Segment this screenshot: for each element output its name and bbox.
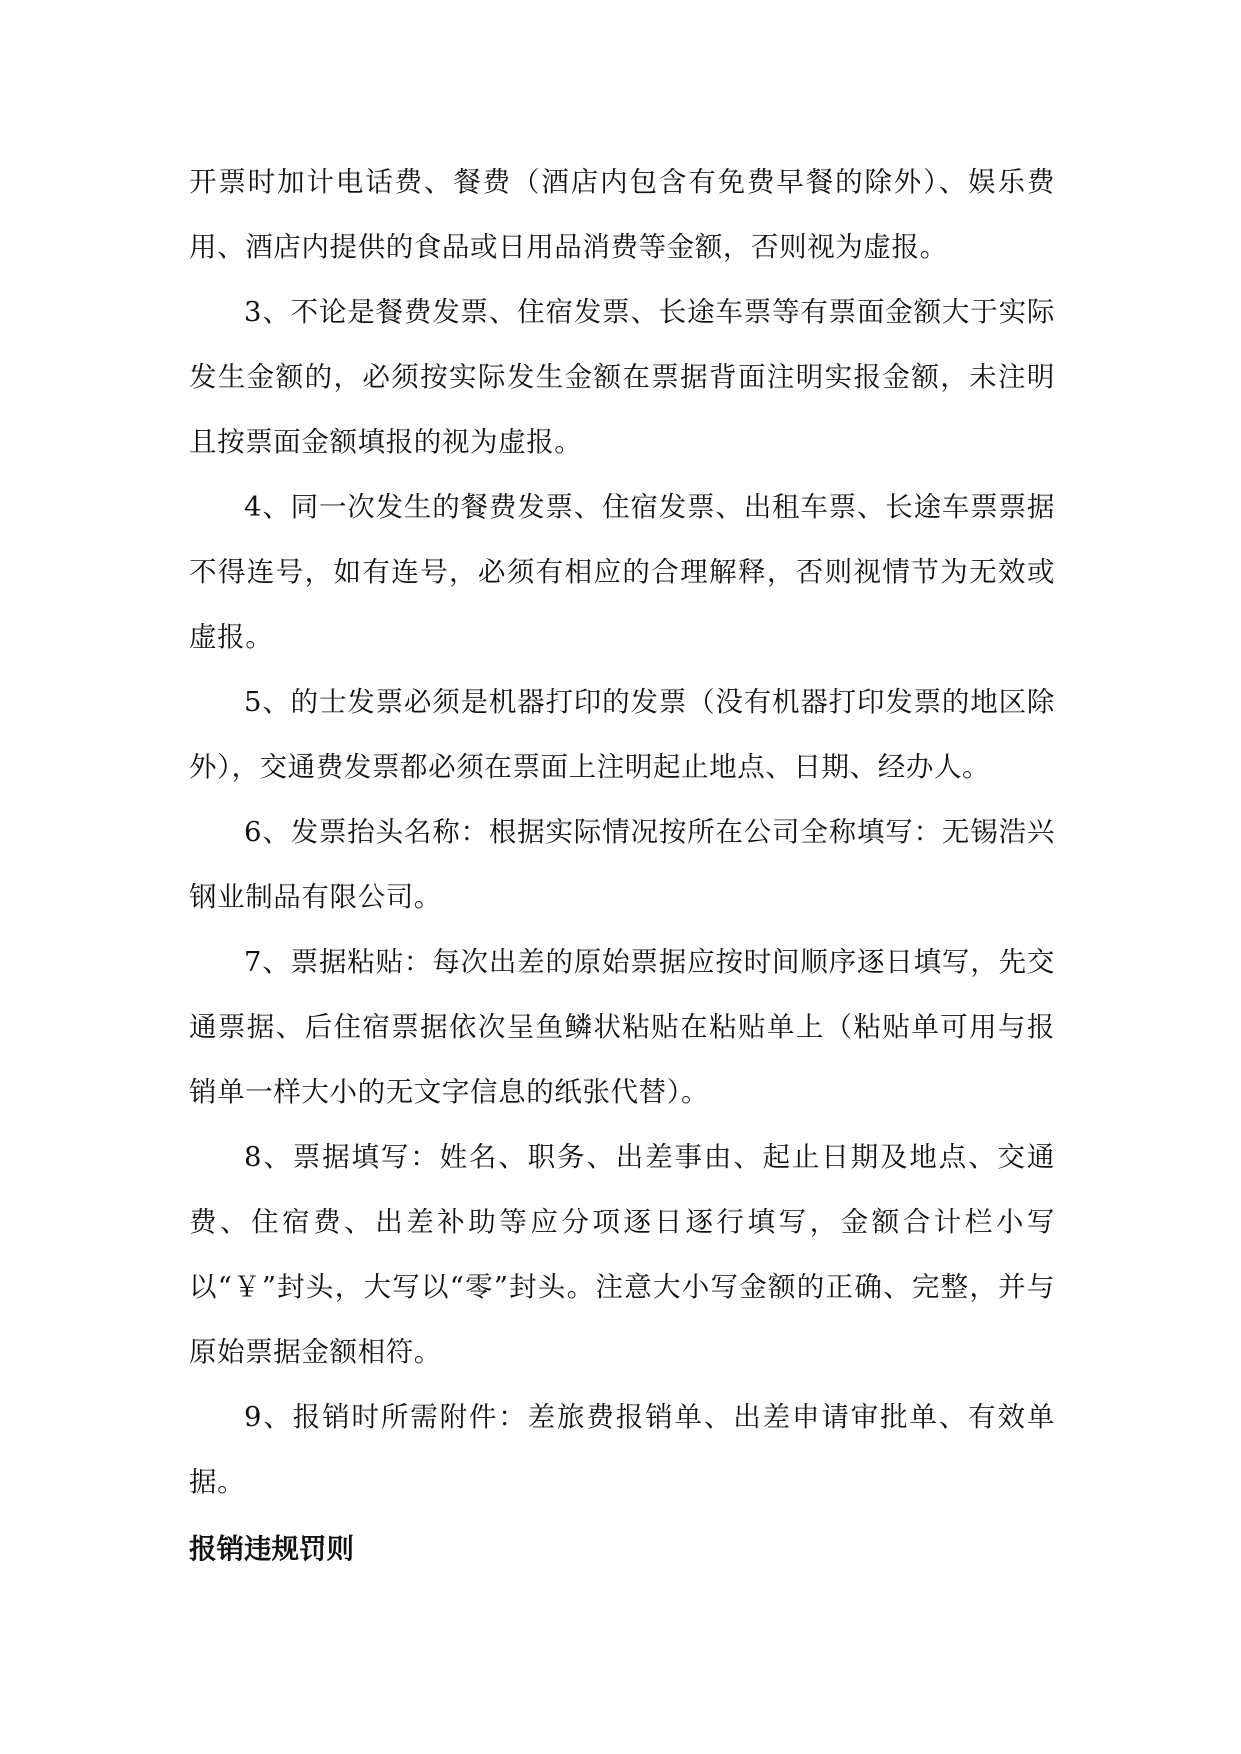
document-body xyxy=(189,150,1055,1582)
paragraph-item-7: 7、票据粘贴：每次出差的原始票据应按时间顺序逐日填写，先交通票据、后住宿票据依次呈鱼鳞状粘贴在粘贴单上（粘贴单可用与报销单一样大小的无文字信息的纸张代替）。 xyxy=(189,946,1055,1108)
paragraph-item-3: 3、不论是餐费发票、住宿发票、长途车票等有票面金额大于实际发生金额的，必须按实际发生金额在票据背面注明实报金额，未注明且按票面金额填报的视为虚报。 xyxy=(189,296,1055,458)
paragraph-item-6: 6、发票抬头名称：根据实际情况按所在公司全称填写：无锡浩兴钢业制品有限公司。 xyxy=(189,816,1055,913)
section-heading: 报销违规罚则 xyxy=(189,1533,354,1565)
paragraph-item-8: 8、票据填写：姓名、职务、出差事由、起止日期及地点、交通费、住宿费、出差补助等应分项逐日逐行填写，金额合计栏小写以“￥”封头，大写以“零”封头。注意大小写金额的正确、完整，并与原始票据金额相符。 xyxy=(189,1141,1055,1368)
paragraph-item-5: 5、的士发票必须是机器打印的发票（没有机器打印发票的地区除外），交通费发票都必须在票面上注明起止地点、日期、经办人。 xyxy=(189,686,1055,783)
paragraph-continuation: 开票时加计电话费、餐费（酒店内包含有免费早餐的除外）、娱乐费用、酒店内提供的食品或日用品消费等金额，否则视为虚报。 xyxy=(189,166,1055,263)
paragraph-item-9: 9、报销时所需附件：差旅费报销单、出差申请审批单、有效单据。 xyxy=(189,1401,1055,1498)
paragraph-item-4: 4、同一次发生的餐费发票、住宿发票、出租车票、长途车票票据不得连号，如有连号，必须有相应的合理解释，否则视情节为无效或虚报。 xyxy=(189,491,1055,653)
